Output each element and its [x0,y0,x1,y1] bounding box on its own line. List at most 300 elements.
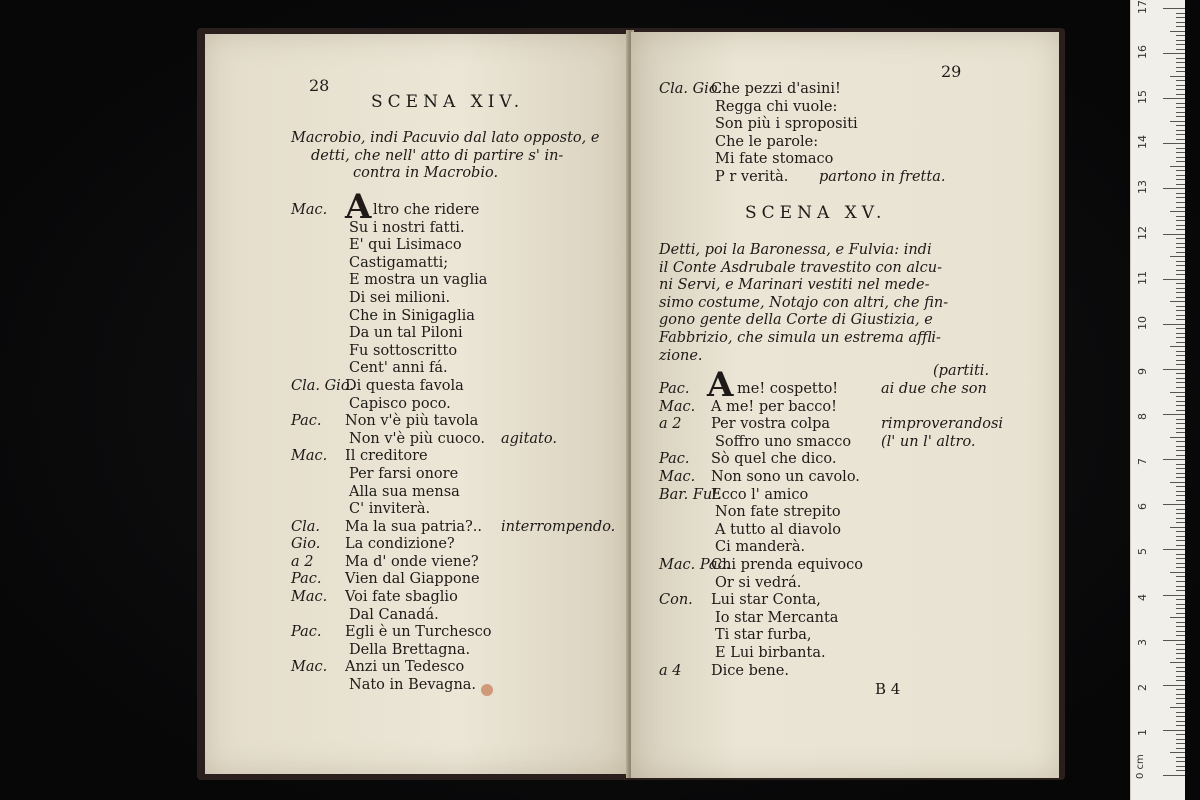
dialogue-line [291,237,621,255]
ruler-tick [1176,148,1185,149]
ruler-number: 12 [1136,225,1149,240]
line-text: Che le parole: [715,133,819,150]
stage-note: (partiti. [933,363,990,379]
ruler-tick [1176,721,1185,722]
ruler-tick [1176,536,1185,537]
dialogue-line [291,519,621,537]
ruler-tick [1163,685,1185,686]
ruler-number: 17 [1136,0,1149,14]
line-text: C' inviterà. [349,501,431,518]
dialogue-line [291,413,621,431]
ruler-tick [1163,279,1185,280]
ruler-tick [1176,40,1185,41]
line-text: Dal Canadá. [349,606,439,623]
ruler-tick [1176,382,1185,383]
ruler-tick [1176,49,1185,50]
speaker-label: Bar. Ful. [659,486,722,503]
ruler-tick [1170,662,1185,663]
stage-direction: Macrobio, indi Pacuvio dal lato opposto, e detti, che nell' atto di partire s' in- contra in Macrobio. [291,130,600,182]
ruler-tick [1176,297,1185,298]
ruler-tick [1170,76,1185,77]
ruler-tick [1170,617,1185,618]
ruler-tick [1176,599,1185,600]
line-text: E Lui birbanta. [715,644,826,661]
ruler-tick [1170,437,1185,438]
ruler-tick [1176,193,1185,194]
ruler-tick [1176,401,1185,402]
dialogue-lines-top [659,81,1039,187]
line-text: Che in Sinigaglia [349,307,475,324]
dialogue-line [659,116,1039,134]
ruler-tick [1176,563,1185,564]
ruler-tick [1176,518,1185,519]
ruler-tick [1176,500,1185,501]
ruler-tick [1176,581,1185,582]
measurement-ruler [1130,0,1185,800]
ruler-tick [1176,604,1185,605]
drop-cap: A [707,365,734,405]
line-text: Nato in Bevagna. [349,677,477,694]
ruler-number: 9 [1136,367,1149,375]
ruler-number: 13 [1136,180,1149,195]
ruler-tick [1163,775,1185,776]
dialogue-line [291,360,621,378]
dialogue-line [659,99,1039,117]
speaker-label: Con. [659,592,693,609]
ruler-tick [1170,211,1185,212]
ruler-number: 11 [1136,270,1149,285]
ruler-tick [1176,229,1185,230]
ruler-tick [1176,22,1185,23]
ruler-tick [1176,202,1185,203]
ruler-tick [1163,414,1185,415]
ruler-tick [1176,586,1185,587]
stage-direction: Detti, poi la Baronessa, e Fulvia: indi il Conte Asdrubale travestito con alcu- ni Servi, e Marinari vestiti nel mede- simo costume, Notajo con altri, che fin- gono gente della Corte di Giustizia, e Fabbrizio, che simula un estrema affli- zione. [659,242,949,364]
ruler-tick [1176,689,1185,690]
ruler-tick [1176,270,1185,271]
ink-stain [481,684,493,696]
dialogue-line [659,487,1049,505]
ruler-tick [1170,527,1185,528]
ruler-tick [1176,644,1185,645]
speaker-label: Pac. [291,571,322,588]
line-text: Anzi un Tedesco [345,659,465,676]
speaker-label: Mac. [291,589,328,606]
drop-cap: A [345,187,372,227]
ruler-tick [1176,373,1185,374]
line-text: Egli è un Turchesco [345,624,492,641]
ruler-tick [1176,658,1185,659]
ruler-tick [1176,676,1185,677]
ruler-tick [1163,730,1185,731]
line-text: Ma la sua patria?.. [345,518,482,535]
dialogue-line [659,645,1049,663]
ruler-number: 6 [1136,503,1149,511]
dialogue-line [659,663,1049,681]
ruler-tick [1176,35,1185,36]
speaker-label: Pac. [291,413,322,430]
ruler-tick [1176,351,1185,352]
speaker-label: Mac. [659,398,696,415]
ruler-tick [1170,121,1185,122]
ruler-tick [1176,134,1185,135]
signature-mark: B 4 [875,680,901,698]
ruler-number: 5 [1136,548,1149,556]
dialogue-line [291,466,621,484]
ruler-tick [1176,170,1185,171]
ruler-tick [1176,613,1185,614]
ruler-tick [1176,360,1185,361]
line-text: Non fate strepito [715,504,841,521]
ruler-tick [1176,125,1185,126]
dialogue-line [659,469,1049,487]
ruler-tick [1176,103,1185,104]
ruler-tick [1176,698,1185,699]
speaker-label: Pac. [659,381,690,397]
line-text: ltro che ridere [373,202,480,218]
line-text: Voi fate sbaglio [345,589,458,606]
ruler-number: 1 [1136,728,1149,736]
ruler-tick [1176,712,1185,713]
dialogue-line [291,624,621,642]
ruler-number: 15 [1136,90,1149,105]
dialogue-line [291,255,621,273]
ruler-tick [1176,649,1185,650]
dialogue-line [659,539,1049,557]
ruler-tick [1176,364,1185,365]
ruler-tick [1176,85,1185,86]
line-text: me! cospetto! [737,381,839,397]
speaker-label: Gio. [291,536,321,553]
ruler-tick [1176,703,1185,704]
speaker-label: Cla. [291,518,320,535]
ruler-tick [1176,274,1185,275]
ruler-tick [1176,62,1185,63]
dialogue-line [659,504,1049,522]
ruler-tick [1176,495,1185,496]
left-page [205,34,629,774]
ruler-tick [1176,243,1185,244]
line-text: Chi prenda equivoco [711,556,863,573]
ruler-number: 3 [1136,638,1149,646]
dialogue-line [291,272,621,290]
ruler-tick [1176,315,1185,316]
dialogue-line [659,451,1049,469]
ruler-tick [1163,188,1185,189]
ruler-tick [1176,58,1185,59]
ruler-tick [1176,152,1185,153]
ruler-tick [1176,157,1185,158]
dialogue-line [291,343,621,361]
line-text: Che pezzi d'asini! [711,81,841,97]
ruler-tick [1176,671,1185,672]
speaker-label: Cla. Gio. [291,377,354,394]
ruler-tick [1170,752,1185,753]
ruler-tick [1176,608,1185,609]
dialogue-line [659,381,1049,399]
line-text: Ci manderà. [715,539,806,556]
ruler-tick [1176,576,1185,577]
speaker-label: Pac. [291,624,322,641]
dialogue-line [291,325,621,343]
line-text: Alla sua mensa [349,483,460,500]
ruler-tick [1176,653,1185,654]
line-text: Cent' anni fá. [349,360,448,377]
dialogue-line [659,134,1039,152]
ruler-tick [1176,635,1185,636]
ruler-tick [1176,739,1185,740]
line-text: E mostra un vaglia [349,272,488,289]
speaker-label: a 2 [659,416,682,433]
line-text: Lui star Conta, [711,592,821,609]
ruler-tick [1176,486,1185,487]
ruler-tick [1176,184,1185,185]
stage-direction-inline: partono in fretta. [819,168,946,185]
ruler-tick [1176,432,1185,433]
dialogue-line [659,399,1049,417]
dialogue-line [659,575,1049,593]
ruler-tick [1176,522,1185,523]
ruler-tick [1176,175,1185,176]
dialogue-line [291,220,621,238]
speaker-label: Mac. [291,659,328,676]
ruler-tick [1176,261,1185,262]
dialogue-line [659,522,1049,540]
line-text: P r verità. [715,168,789,185]
dialogue-line [291,308,621,326]
ruler-tick [1176,216,1185,217]
page-number: 29 [941,62,962,81]
ruler-tick [1176,441,1185,442]
ruler-tick [1176,306,1185,307]
ruler-number: 2 [1136,683,1149,691]
dialogue-line [291,536,621,554]
line-text: A tutto al diavolo [715,521,841,538]
ruler-tick [1176,766,1185,767]
scene-title: SCENA XIV. [371,92,525,112]
line-text: E' qui Lisimaco [349,237,462,254]
dialogue-line [291,642,621,660]
dialogue-line [291,589,621,607]
line-text: Soffro uno smacco [715,433,852,450]
ruler-tick [1176,220,1185,221]
ruler-tick [1176,252,1185,253]
line-text: Non sono un cavolo. [711,468,860,485]
dialogue-line [659,557,1049,575]
speaker-label: Mac. [291,448,328,465]
dialogue-line [659,169,1039,187]
ruler-tick [1176,545,1185,546]
line-text: Ti star furba, [715,627,812,644]
ruler-tick [1176,342,1185,343]
dialogue-line [291,501,621,519]
line-text: La condizione? [345,536,455,553]
ruler-tick [1163,324,1185,325]
ruler-tick [1176,558,1185,559]
ruler-number: 10 [1136,315,1149,330]
ruler-tick [1176,107,1185,108]
dialogue-line [659,592,1049,610]
ruler-tick [1170,392,1185,393]
ruler-tick [1176,509,1185,510]
ruler-tick [1170,482,1185,483]
line-text: Ma d' onde viene? [345,553,479,570]
ruler-tick [1176,44,1185,45]
ruler-tick [1176,757,1185,758]
ruler-tick [1163,640,1185,641]
ruler-tick [1176,446,1185,447]
line-text: Della Brettagna. [349,641,471,658]
speaker-label: a 2 [291,553,314,570]
ruler-tick [1176,288,1185,289]
ruler-tick [1176,748,1185,749]
dialogue-line [659,610,1049,628]
stage-direction-inline: agitato. [501,430,557,447]
ruler-tick [1176,378,1185,379]
ruler-tick [1176,396,1185,397]
dialogue-line [659,151,1039,169]
ruler-tick [1176,89,1185,90]
dialogue-line [291,290,621,308]
ruler-tick [1176,631,1185,632]
speaker-label: Mac. [291,202,328,218]
dialogue-lines [659,381,1049,680]
ruler-tick [1170,166,1185,167]
ruler-tick [1176,139,1185,140]
dialogue-line [659,434,1049,452]
line-text: Regga chi vuole: [715,98,838,115]
ruler-tick [1176,622,1185,623]
ruler-tick [1176,734,1185,735]
line-text: A me! per bacco! [711,398,837,415]
line-text: Ecco l' amico [711,486,809,503]
stage-direction-inline: interrompendo. [501,518,616,535]
ruler-tick [1176,319,1185,320]
ruler-tick [1170,346,1185,347]
ruler-tick [1176,247,1185,248]
ruler-tick [1176,112,1185,113]
ruler-tick [1176,455,1185,456]
dialogue-line [291,484,621,502]
line-text: Son più i spropositi [715,116,858,133]
ruler-tick [1176,626,1185,627]
line-text: Sò quel che dico. [711,451,837,468]
dialogue-line [291,607,621,625]
ruler-tick [1176,667,1185,668]
line-text: Mi fate stomaco [715,151,834,168]
ruler-tick [1176,355,1185,356]
ruler-tick [1163,459,1185,460]
line-text: Vien dal Giappone [345,571,480,588]
ruler-tick [1176,590,1185,591]
dialogue-line [659,627,1049,645]
line-text: Io star Mercanta [715,609,839,626]
line-text: Or si vedrá. [715,574,802,591]
stage-direction-inline: ai due che son [881,381,987,397]
ruler-tick [1176,410,1185,411]
ruler-tick [1176,225,1185,226]
line-text: Non v'è più tavola [345,413,479,430]
ruler-tick [1176,197,1185,198]
ruler-tick [1176,387,1185,388]
ruler-tick [1176,116,1185,117]
line-text: Dice bene. [711,662,789,679]
line-text: Di questa favola [345,377,464,394]
dialogue-line [291,202,621,220]
ruler-tick [1176,67,1185,68]
dialogue-lines [291,202,621,695]
line-text: Di sei milioni. [349,289,451,306]
stage-direction-inline: (l' un l' altro. [881,433,976,450]
speaker-label: a 4 [659,662,682,679]
line-text: Fu sottoscritto [349,342,458,359]
speaker-label: Cla. Gio. [659,81,722,97]
ruler-tick [1176,680,1185,681]
ruler-tick [1176,80,1185,81]
ruler-tick [1176,71,1185,72]
line-text: Non v'è più cuoco. [349,430,485,447]
ruler-tick [1176,450,1185,451]
line-text: Castigamatti; [349,254,449,271]
ruler-tick [1176,337,1185,338]
ruler-tick [1163,143,1185,144]
speaker-label: Mac. [659,468,696,485]
ruler-tick [1170,31,1185,32]
ruler-tick [1176,26,1185,27]
ruler-tick [1163,504,1185,505]
ruler-tick [1176,265,1185,266]
dialogue-line [291,396,621,414]
ruler-number: 7 [1136,458,1149,466]
ruler-tick [1176,554,1185,555]
dialogue-line [291,677,621,695]
page-number: 28 [309,76,330,95]
dialogue-line [291,448,621,466]
dialogue-line [291,431,621,449]
ruler-tick [1176,716,1185,717]
ruler-tick [1163,234,1185,235]
ruler-number: 8 [1136,413,1149,421]
ruler-tick [1176,283,1185,284]
ruler-tick [1176,464,1185,465]
ruler-tick [1176,419,1185,420]
ruler-tick [1176,130,1185,131]
ruler-tick [1176,531,1185,532]
ruler-tick [1176,17,1185,18]
dialogue-line [659,81,1039,99]
ruler-tick [1176,423,1185,424]
ruler-tick [1176,292,1185,293]
stage-direction-inline: rimproverandosi [881,416,1004,433]
ruler-tick [1176,161,1185,162]
dialogue-line [659,416,1049,434]
ruler-tick [1163,369,1185,370]
ruler-tick [1176,743,1185,744]
ruler-tick [1176,770,1185,771]
ruler-tick [1176,725,1185,726]
ruler-tick [1176,238,1185,239]
right-page [631,32,1059,778]
ruler-tick [1163,98,1185,99]
ruler-tick [1176,94,1185,95]
ruler-unit-label: 0 cm [1135,754,1146,779]
ruler-tick [1170,572,1185,573]
ruler-tick [1163,8,1185,9]
ruler-number: 16 [1136,45,1149,60]
ruler-tick [1176,694,1185,695]
ruler-tick [1163,549,1185,550]
line-text: Il creditore [345,448,428,465]
